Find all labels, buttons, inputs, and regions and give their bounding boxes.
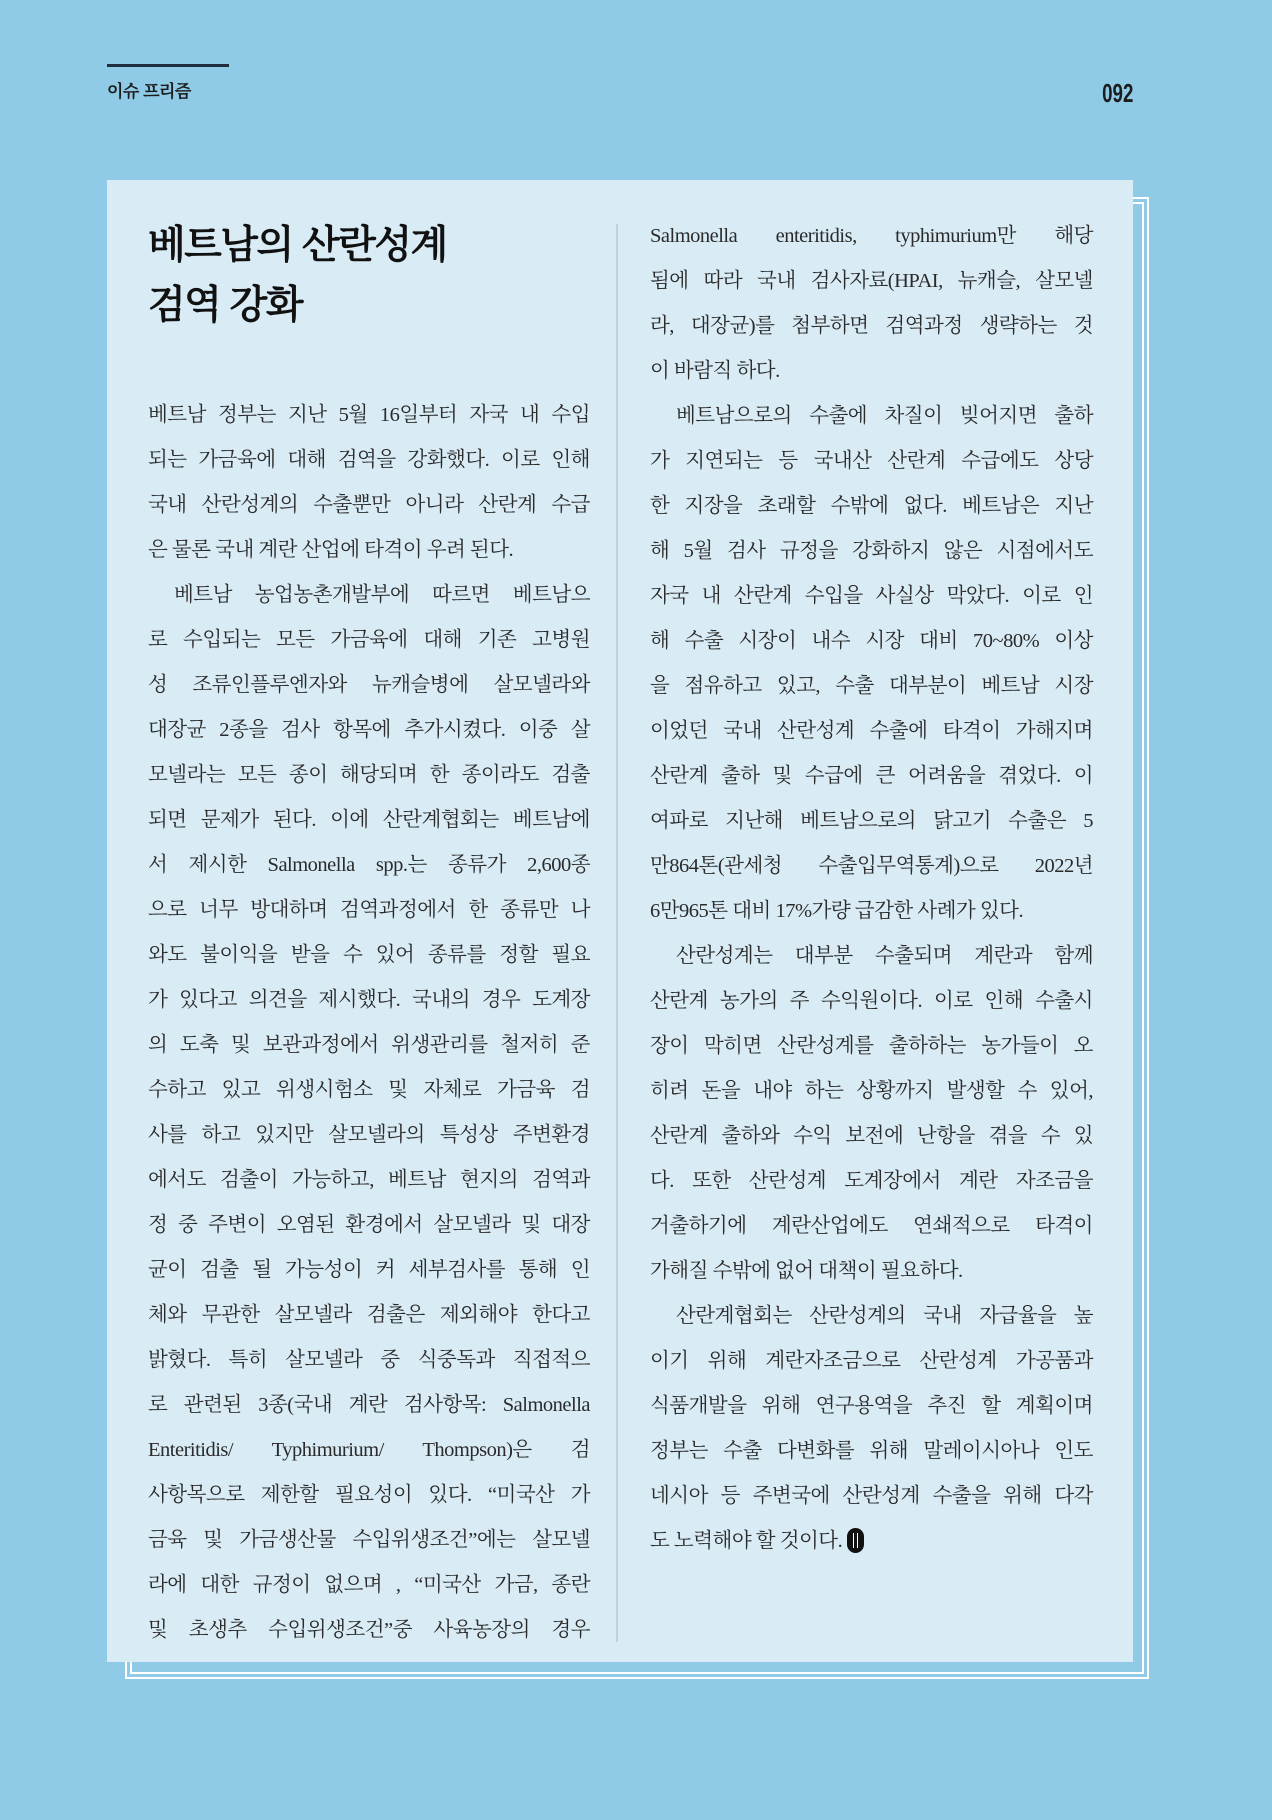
text-line: 사를 하고 있지만 살모넬라의 특성상 주변환경 bbox=[148, 1124, 590, 1146]
text-line: 수하고 있고 위생시험소 및 자체로 가금육 검 bbox=[148, 1079, 590, 1101]
text-line: 됨에 따라 국내 검사자료(HPAI, 뉴캐슬, 살모넬 bbox=[650, 270, 1093, 292]
text-line: 와도 불이익을 받을 수 있어 종류를 정할 필요 bbox=[148, 944, 590, 966]
text-line: 체와 무관한 살모넬라 검출은 제외해야 한다고 bbox=[148, 1304, 590, 1326]
section-label: 이슈 프리즘 bbox=[107, 82, 191, 101]
text-line: 여파로 지난해 베트남으로의 닭고기 수출은 5 bbox=[650, 810, 1093, 832]
text-line: 성 조류인플루엔자와 뉴캐슬병에 살모넬라와 bbox=[148, 674, 590, 696]
text-line: Enteritidis/ Typhimurium/ Thompson)은 검 bbox=[148, 1439, 590, 1461]
left-column bbox=[148, 393, 590, 1653]
text-line: 장이 막히면 산란성계를 출하하는 농가들이 오 bbox=[650, 1035, 1093, 1057]
text-line: 대장균 2종을 검사 항목에 추가시켰다. 이중 살 bbox=[148, 719, 590, 741]
text-line: 및 초생추 수입위생조건”중 사육농장의 경우 bbox=[148, 1619, 590, 1641]
text-line: 다. 또한 산란성계 도계장에서 계란 자조금을 bbox=[650, 1170, 1093, 1192]
paragraph bbox=[650, 1294, 1093, 1564]
text-line: 가 지연되는 등 국내산 산란계 수급에도 상당 bbox=[650, 450, 1093, 472]
text-line: 국내 산란성계의 수출뿐만 아니라 산란계 수급 bbox=[148, 494, 590, 516]
text-line: 가 있다고 의견을 제시했다. 국내의 경우 도계장 bbox=[148, 989, 590, 1011]
text-line: 산란계 농가의 주 수익원이다. 이로 인해 수출시 bbox=[650, 990, 1093, 1012]
text-line: 서 제시한 Salmonella spp.는 종류가 2,600종 bbox=[148, 854, 590, 876]
page-number: 092 bbox=[1101, 78, 1133, 108]
end-mark-icon bbox=[847, 1528, 864, 1553]
text-line: 산란계 출하와 수익 보전에 난항을 겪을 수 있 bbox=[650, 1125, 1093, 1147]
text-line: Salmonella enteritidis, typhimurium만 해당 bbox=[650, 225, 1093, 247]
text-line: 금육 및 가금생산물 수입위생조건”에는 살모넬 bbox=[148, 1529, 590, 1551]
text-line: 네시아 등 주변국에 산란성계 수출을 위해 다각 bbox=[650, 1485, 1093, 1507]
header-rule bbox=[107, 64, 229, 67]
text-line: 베트남 농업농촌개발부에 따르면 베트남으 bbox=[174, 584, 590, 606]
paragraph bbox=[650, 934, 1093, 1294]
paragraph bbox=[148, 573, 590, 1653]
title-line: 베트남의 산란성계 bbox=[148, 224, 447, 267]
text-line: 밝혔다. 특히 살모넬라 중 식중독과 직접적으 bbox=[148, 1349, 590, 1371]
text-line: 해 수출 시장이 내수 시장 대비 70~80% 이상 bbox=[650, 630, 1093, 652]
text-line: 히려 돈을 내야 하는 상황까지 발생할 수 있어, bbox=[650, 1080, 1093, 1102]
text-line: 정부는 수출 다변화를 위해 말레이시아나 인도 bbox=[650, 1440, 1093, 1462]
text-line: 가해질 수밖에 없어 대책이 필요하다. bbox=[650, 1260, 963, 1282]
text-line: 라, 대장균)를 첨부하면 검역과정 생략하는 것 bbox=[650, 315, 1093, 337]
text-line-content: 도 노력해야 할 것이다. bbox=[650, 1530, 843, 1552]
text-line: 식품개발을 위해 연구용역을 추진 할 계획이며 bbox=[650, 1395, 1093, 1417]
text-line: 거출하기에 계란산업에도 연쇄적으로 타격이 bbox=[650, 1215, 1093, 1237]
text-line: 은 물론 국내 계란 산업에 타격이 우려 된다. bbox=[148, 539, 514, 561]
text-line: 6만965톤 대비 17%가량 급감한 사례가 있다. bbox=[650, 900, 1024, 922]
text-line: 이었던 국내 산란성계 수출에 타격이 가해지며 bbox=[650, 720, 1093, 742]
text-line: 이기 위해 계란자조금으로 산란성계 가공품과 bbox=[650, 1350, 1093, 1372]
text-line: 이 바람직 하다. bbox=[650, 360, 780, 382]
text-line: 만864톤(관세청 수출입무역통계)으로 2022년 bbox=[650, 855, 1093, 877]
text-line: 베트남으로의 수출에 차질이 빚어지면 출하 bbox=[676, 405, 1093, 427]
text-line: 해 5월 검사 규정을 강화하지 않은 시점에서도 bbox=[650, 540, 1093, 562]
text-line: 되면 문제가 된다. 이에 산란계협회는 베트남에 bbox=[148, 809, 590, 831]
text-line: 되는 가금육에 대해 검역을 강화했다. 이로 인해 bbox=[148, 449, 590, 471]
text-line: 의 도축 및 보관과정에서 위생관리를 철저히 준 bbox=[148, 1034, 590, 1056]
text-line: 사항목으로 제한할 필요성이 있다. “미국산 가 bbox=[148, 1484, 590, 1506]
text-line: 에서도 검출이 가능하고, 베트남 현지의 검역과 bbox=[148, 1169, 590, 1191]
text-line: 라에 대한 규정이 없으며 , “미국산 가금, 종란 bbox=[148, 1574, 590, 1596]
text-line: 으로 너무 방대하며 검역과정에서 한 종류만 나 bbox=[148, 899, 590, 921]
text-line: 모넬라는 모든 종이 해당되며 한 종이라도 검출 bbox=[148, 764, 590, 786]
article-title bbox=[148, 216, 447, 336]
text-line: 한 지장을 초래할 수밖에 없다. 베트남은 지난 bbox=[650, 495, 1093, 517]
text-line: 산란계협회는 산란성계의 국내 자급율을 높 bbox=[676, 1305, 1093, 1327]
column-divider bbox=[616, 224, 618, 1642]
paragraph bbox=[148, 393, 590, 573]
text-line: 로 수입되는 모든 가금육에 대해 기존 고병원 bbox=[148, 629, 590, 651]
text-line: 정 중 주변이 오염된 환경에서 살모넬라 및 대장 bbox=[148, 1214, 590, 1236]
text-line: 자국 내 산란계 수입을 사실상 막았다. 이로 인 bbox=[650, 585, 1093, 607]
text-line: 로 관련된 3종(국내 계란 검사항목: Salmonella bbox=[148, 1394, 590, 1416]
text-line: 균이 검출 될 가능성이 커 세부검사를 통해 인 bbox=[148, 1259, 590, 1281]
text-line bbox=[650, 1519, 1093, 1564]
right-column bbox=[650, 214, 1093, 1564]
text-line: 산란성계는 대부분 수출되며 계란과 함께 bbox=[676, 945, 1093, 967]
text-line: 을 점유하고 있고, 수출 대부분이 베트남 시장 bbox=[650, 675, 1093, 697]
text-line: 산란계 출하 및 수급에 큰 어려움을 겪었다. 이 bbox=[650, 765, 1093, 787]
paragraph bbox=[650, 394, 1093, 934]
paragraph bbox=[650, 214, 1093, 394]
title-line: 검역 강화 bbox=[148, 284, 303, 327]
text-line: 베트남 정부는 지난 5월 16일부터 자국 내 수입 bbox=[148, 404, 590, 426]
